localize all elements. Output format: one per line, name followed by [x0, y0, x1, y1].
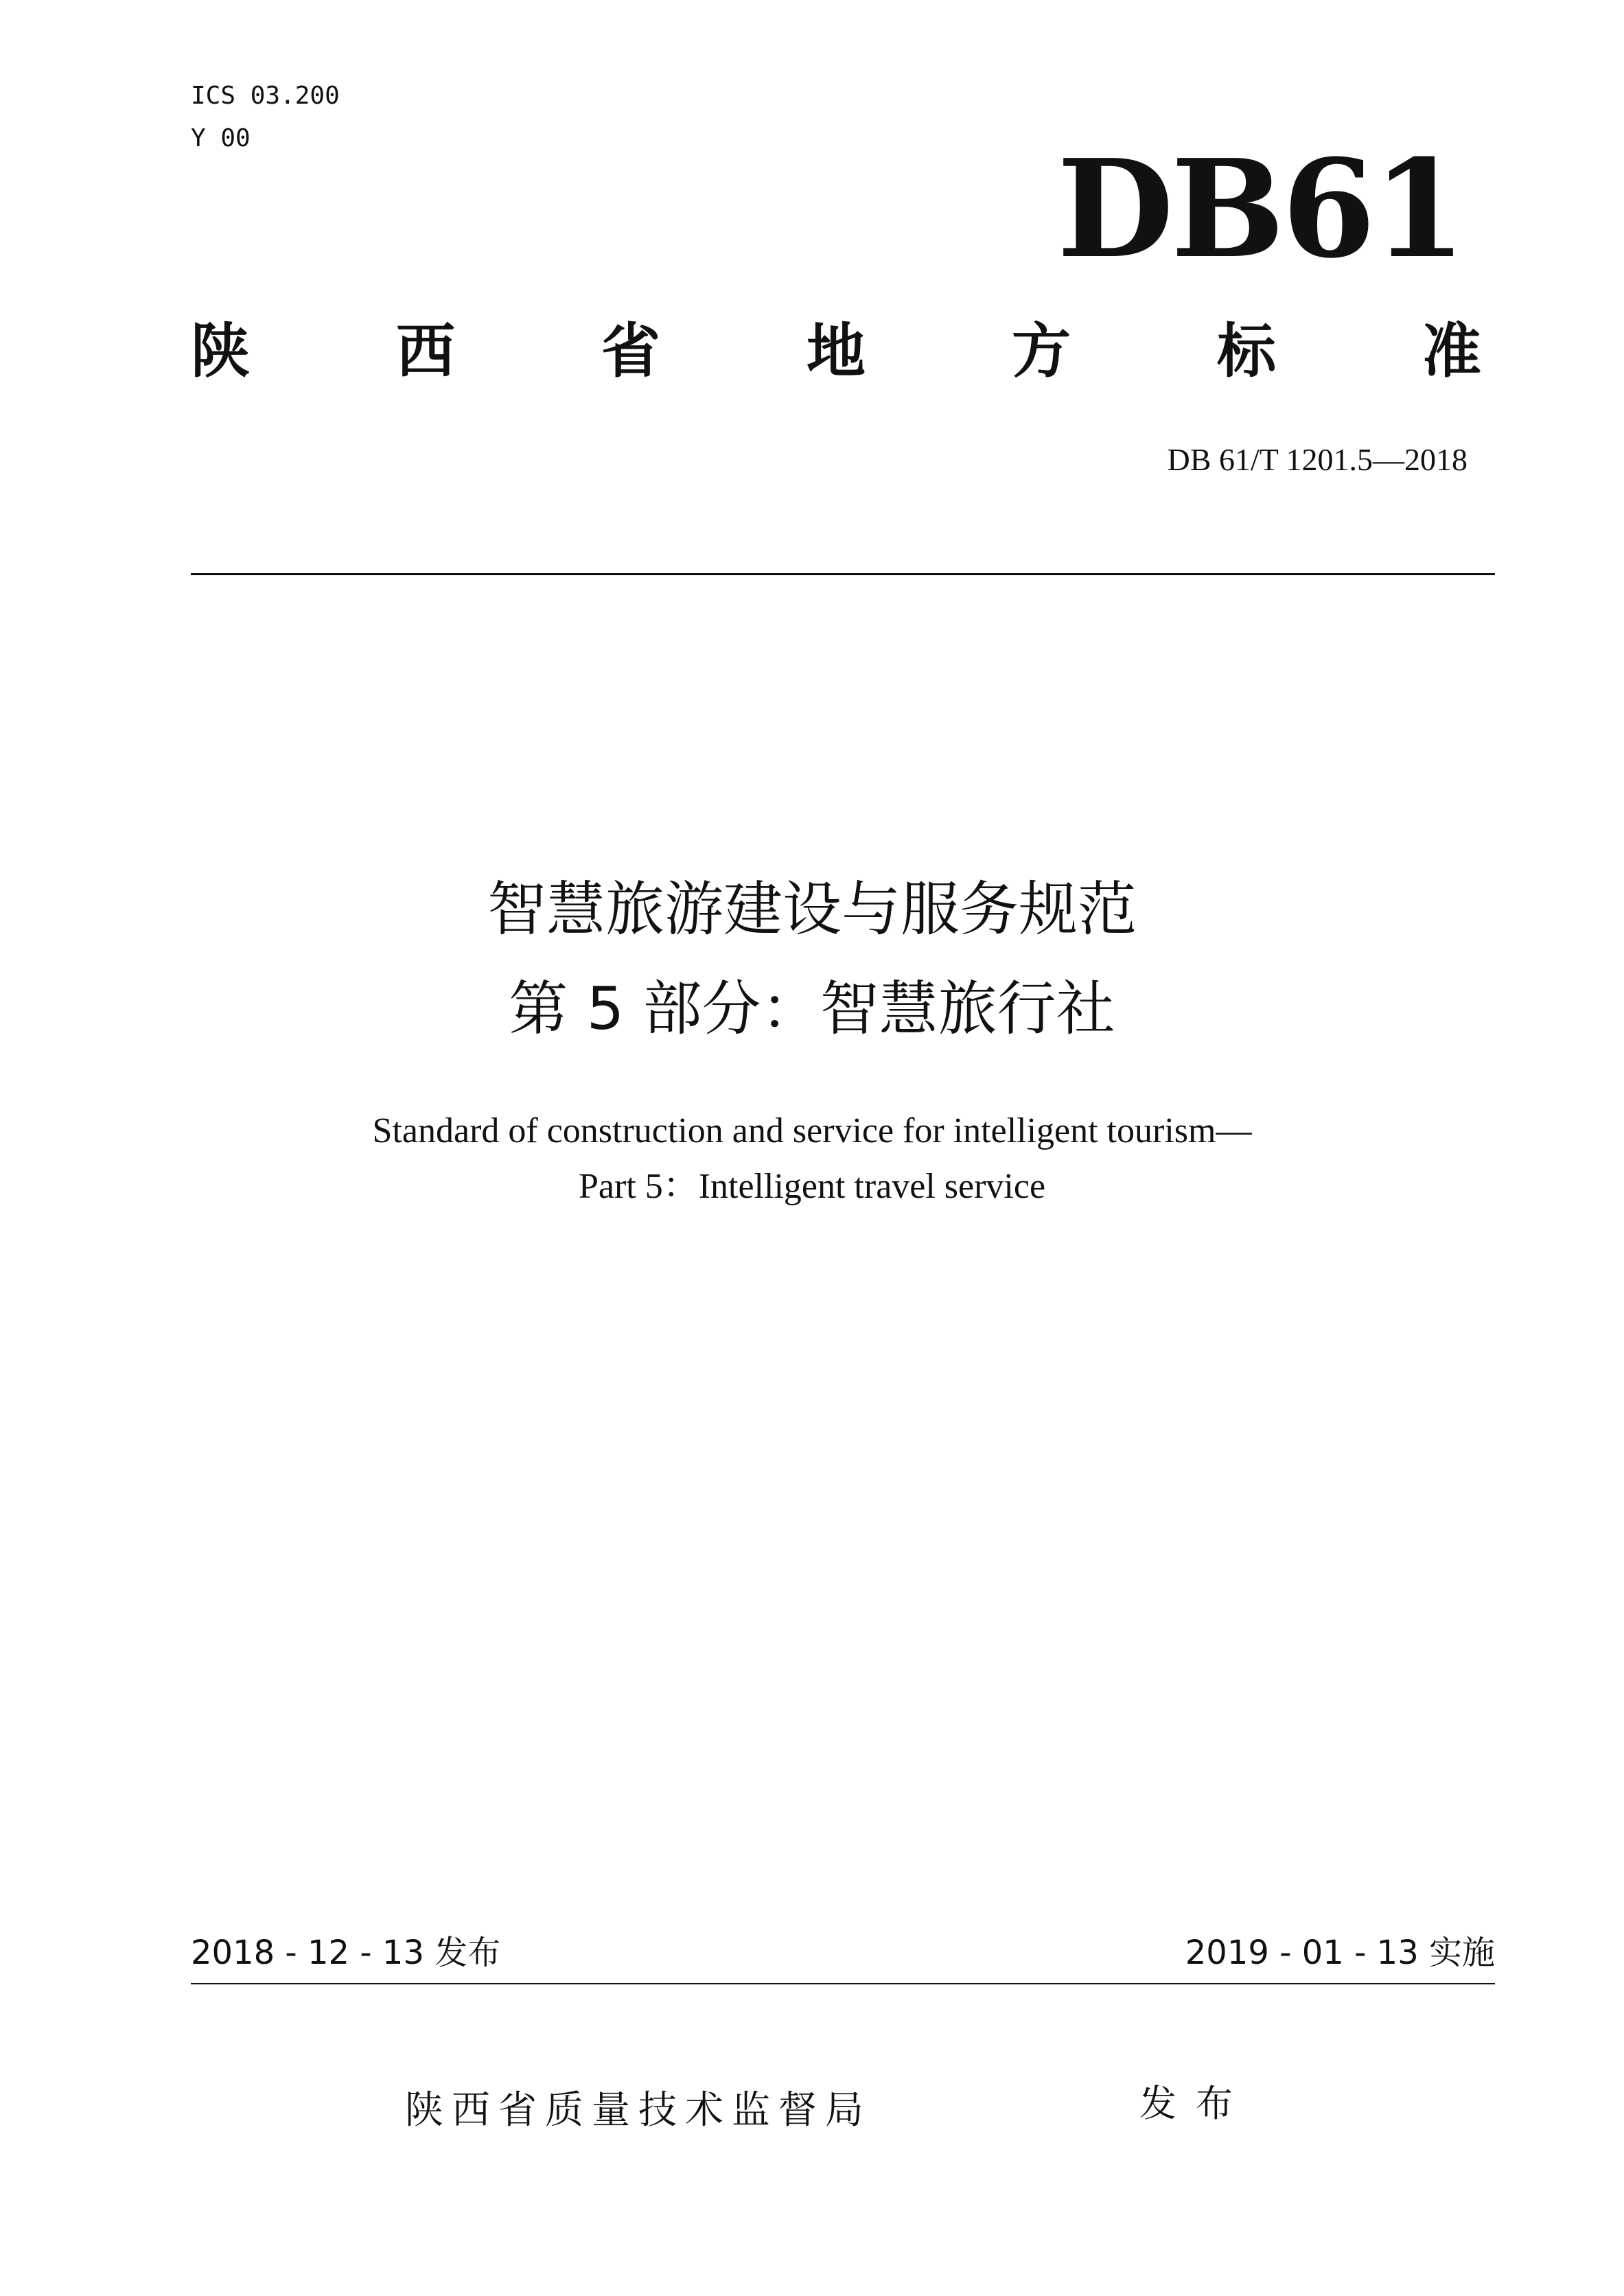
standard-type-char: 标	[1217, 317, 1276, 386]
title-chinese-line2: 第 5 部分：智慧旅行社	[509, 975, 1115, 1043]
standard-type-char: 西	[396, 317, 455, 386]
standard-type-heading	[191, 317, 1481, 386]
standard-type-char: 方	[1012, 317, 1071, 386]
ccs-code: Y 00	[191, 124, 251, 152]
ics-code: ICS 03.200	[191, 82, 340, 110]
implementation-date: 2019 - 01 - 13 实施	[1185, 1934, 1495, 1972]
publish-label: 发布	[1139, 2082, 1252, 2125]
standard-number: DB 61/T 1201.5—2018	[1167, 442, 1468, 477]
title-english-line1: Standard of construction and service for intelligent tourism—	[372, 1111, 1252, 1150]
standard-type-char: 省	[601, 317, 660, 386]
title-chinese-line1: 智慧旅游建设与服务规范	[487, 875, 1137, 944]
standard-type-char: 准	[1422, 317, 1481, 386]
publisher-name: 陕西省质量技术监督局	[405, 2088, 872, 2133]
bottom-divider	[191, 1983, 1495, 1984]
standard-badge: DB61	[1057, 130, 1464, 288]
standard-type-char: 地	[807, 317, 866, 386]
issue-date: 2018 - 12 - 13 发布	[191, 1934, 501, 1972]
title-english-line2: Part 5：Intelligent travel service	[578, 1167, 1046, 1206]
top-divider	[191, 573, 1495, 575]
standard-type-char: 陕	[191, 317, 250, 386]
